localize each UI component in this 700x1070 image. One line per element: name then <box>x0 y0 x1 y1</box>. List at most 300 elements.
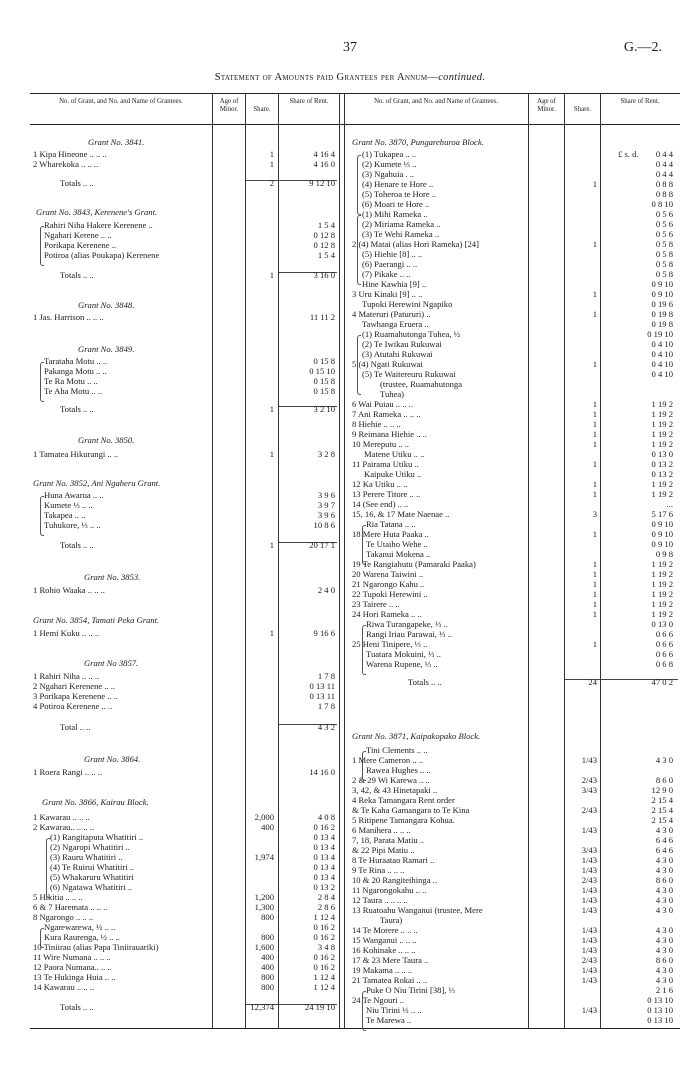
share-value: 1/43 <box>581 865 597 875</box>
grantee-row: Tuhukore, ⅓ .. .. <box>44 520 101 530</box>
grantee-row: 2 Ngahari Kerenene .. .. <box>33 681 116 691</box>
grant-heading: Grant No. 3854, Tamati Peka Grant. <box>33 615 160 625</box>
rent-value: 0 13 4 <box>313 852 335 862</box>
rent-value: 0 16 2 <box>313 922 335 932</box>
document-ref: G.—2. <box>623 40 662 55</box>
grant-heading: Grant No. 3870, Pungarehuroa Block. <box>352 137 484 147</box>
rent-value: 4 0 8 <box>317 812 335 822</box>
grantee-row: 10 Mereputu .. .. <box>352 439 410 449</box>
rent-value: 4 3 2 <box>317 722 335 732</box>
share-value: 1,600 <box>254 942 274 952</box>
grantee-row: Te Aha Motu .. .. <box>44 386 103 396</box>
grantee-row: Te Utaiho Wehe .. <box>366 539 428 549</box>
grantee-row: Tawhanga Eruera .. <box>362 319 429 329</box>
grantee-row: Pakanga Motu .. .. <box>44 366 107 376</box>
grantee-row: Tarataha Motu .. .. <box>44 356 108 366</box>
grantee-row: 10 Tiniirau (alias Papa Tiniirauariki) <box>33 942 159 952</box>
rent-value: 3 9 7 <box>317 500 335 510</box>
grantee-row: 7 Ani Rameka .. .. .. <box>352 409 421 419</box>
grantee-row: (5) Whakaruru Whatitiri <box>50 872 134 882</box>
rent-value: 4 3 0 <box>655 965 673 975</box>
share-value: 1/43 <box>581 935 597 945</box>
rent-value: 10 8 6 <box>313 520 335 530</box>
share-value: 1 <box>592 439 597 449</box>
grantee-row: 13 Perere Titore .. .. <box>352 489 421 499</box>
grantee-row: 18 Mere Huta Paaka .. <box>352 529 429 539</box>
grantee-row: 24 Te Ngouri .. <box>352 995 404 1005</box>
grantee-row: (1) Ruamahutonga Tuhea, ½ <box>362 329 461 339</box>
rent-value: ... <box>666 499 673 509</box>
grantee-row: 1 Rahiri Niha .. .. .. <box>33 671 100 681</box>
grantee-row: Ngarewarewa, ½ .. .. <box>44 922 116 932</box>
rent-value: 0 13 4 <box>313 842 335 852</box>
grantee-row: 15, 16, & 17 Mate Naenae .. <box>352 509 450 519</box>
share-value: 400 <box>261 962 274 972</box>
grantee-row: 5 (4) Ngati Rukuwai <box>352 359 423 369</box>
rent-value: 4 3 0 <box>655 905 673 915</box>
share-value: 1/43 <box>581 965 597 975</box>
rent-value: 1 19 2 <box>651 609 673 619</box>
rent-value: 1 19 2 <box>651 419 673 429</box>
grantee-row: Totals .. .. <box>60 404 94 414</box>
share-value: 1 <box>269 449 274 459</box>
grantee-row: Warena Rupene, ⅓ .. <box>366 659 438 669</box>
rent-value: 14 16 0 <box>309 767 335 777</box>
rent-value: 47 0 2 <box>651 677 673 687</box>
grant-heading: Grant No. 3843, Kerenene's Grant. <box>36 207 158 217</box>
grant-heading: Grant No. 3866, Kairau Block. <box>42 797 149 807</box>
rent-value: 1 5 4 <box>317 250 335 260</box>
grantee-row: (2) Kumete ⅓ .. <box>362 159 417 169</box>
rent-value: 2 15 4 <box>651 815 673 825</box>
grantee-row: (1) Tukapea .. .. <box>362 149 417 159</box>
rent-value: 0 13 0 <box>651 449 673 459</box>
grantee-row: 1 Mere Cameron .. .. <box>352 755 424 765</box>
rent-value: 0 13 2 <box>651 469 673 479</box>
share-value: 1 <box>269 628 274 638</box>
share-value: 400 <box>261 952 274 962</box>
rent-value: 1 5 4 <box>317 220 335 230</box>
grantee-row: 3 Porikapa Kerenene .. .. <box>33 691 118 701</box>
rent-value: 0 13 4 <box>313 872 335 882</box>
header-rent-left: Share of Rent. <box>289 98 329 105</box>
grantee-row: 1 Tamatea Hikurangi .. .. <box>33 449 119 459</box>
share-value: 1/43 <box>581 905 597 915</box>
rent-value: 0 8 10 <box>651 199 673 209</box>
rent-value: 11 11 2 <box>309 312 335 322</box>
rent-value: 1 12 4 <box>313 982 335 992</box>
share-value: 1 <box>269 159 274 169</box>
col-divider <box>528 94 529 1028</box>
grantee-row: (3) Rauru Whatitiri .. <box>50 852 123 862</box>
rent-value: 12 9 0 <box>651 785 673 795</box>
grantee-row: 20 Warena Taiwini .. <box>352 569 424 579</box>
rent-value: 0 5 6 <box>655 229 673 239</box>
share-value: 1 <box>592 419 597 429</box>
share-value: 1 <box>592 579 597 589</box>
rent-value: 0 15 10 <box>309 366 335 376</box>
rent-value: 1 19 2 <box>651 409 673 419</box>
grantee-row: Rahiri Niha Hakere Kerenene .. <box>44 220 153 230</box>
grantee-row: (4) Henare te Hore .. <box>362 179 434 189</box>
share-value: 1/43 <box>581 975 597 985</box>
rent-value: 1 19 2 <box>651 569 673 579</box>
table-bottom-rule <box>30 1028 680 1029</box>
rent-value: 1 19 2 <box>651 579 673 589</box>
grantee-row: 5 Hikitia .. .. .. <box>33 892 83 902</box>
share-value: 400 <box>261 822 274 832</box>
rent-value: 8 6 0 <box>655 955 673 965</box>
rent-value: 0 5 8 <box>655 239 673 249</box>
share-value: 1 <box>592 239 597 249</box>
grantee-row: 4 Reka Tamangara Rent order <box>352 795 455 805</box>
grantee-row: 10 & 20 Rangiteihinga .. <box>352 875 437 885</box>
header-grant-left: No. of Grant, and No. and Name of Grantees. <box>59 98 183 105</box>
share-value: 2/43 <box>581 805 597 815</box>
grantee-row: 14 (See end) .. .. <box>352 499 409 509</box>
rent-value: 4 3 0 <box>655 865 673 875</box>
grantee-row: (6) Moari te Hore .. <box>362 199 430 209</box>
grantee-row: Takapea .. .. <box>44 510 86 520</box>
header-grant-right: No. of Grant, and No. and Name of Grantees. <box>374 98 498 105</box>
grantee-row: 23 Tairere .. .. <box>352 599 400 609</box>
rent-value: 0 6 8 <box>655 659 673 669</box>
share-value: 1 <box>592 609 597 619</box>
col-divider <box>212 94 213 1028</box>
share-value: 1 <box>592 639 597 649</box>
rent-value: 0 13 2 <box>651 459 673 469</box>
grantee-row: Potiroa (alias Poukapa) Kerenene <box>44 250 160 260</box>
rent-value: 0 4 4 <box>655 159 673 169</box>
grantee-row: 1 Jas. Harrison .. .. .. <box>33 312 104 322</box>
grantee-row: 9 Te Rina .. .. .. <box>352 865 405 875</box>
share-value: 1 <box>269 270 274 280</box>
rent-value: 0 13 10 <box>647 1015 673 1025</box>
grantee-row: 2 Kawarau.. .. .. .. <box>33 822 95 832</box>
grantee-row: (2) Miriama Rameka .. <box>362 219 441 229</box>
rent-value: 0 13 10 <box>647 1005 673 1015</box>
rent-value: 9 16 6 <box>313 628 335 638</box>
rent-value: 0 13 10 <box>647 995 673 1005</box>
title-continued: continued. <box>438 72 486 83</box>
grantee-row: Kura Raurenga, ½ .. .. <box>44 932 120 942</box>
rent-value: 0 15 8 <box>313 356 335 366</box>
grantee-row: (1) Rangitaputa Whatitiri .. <box>50 832 144 842</box>
rent-value: 4 16 4 <box>313 149 335 159</box>
grantee-row: Totals .. .. <box>60 1002 94 1012</box>
grantee-row: & Te Kaha Gamangara to Te Kina <box>352 805 470 815</box>
grantee-row: Taura) <box>380 915 403 925</box>
col-divider <box>245 94 246 1028</box>
grantee-row: (5) Toheroa te Hore .. <box>362 189 437 199</box>
rent-value: 4 3 0 <box>655 935 673 945</box>
share-value: 800 <box>261 932 274 942</box>
rent-value: 0 4 4 <box>655 169 673 179</box>
rent-value: 3 9 6 <box>317 490 335 500</box>
rent-value: 24 19 10 <box>304 1002 335 1012</box>
share-value: 3/43 <box>581 845 597 855</box>
grantee-row: (6) Ngatawa Whatitiri .. <box>50 882 133 892</box>
grantee-row: 6 Manihera .. .. .. <box>352 825 411 835</box>
rent-value: 0 5 6 <box>655 209 673 219</box>
grantee-row: Tuhea) <box>380 389 405 399</box>
grantee-row: 12 Taura .. .. .. .. <box>352 895 408 905</box>
rent-value: 1 12 4 <box>313 912 335 922</box>
grantee-row: Tini Clements .. .. <box>366 745 428 755</box>
share-value: 2/43 <box>581 775 597 785</box>
share-value: 3 <box>592 509 597 519</box>
grantee-row: 1 Roera Rangi .. .. .. <box>33 767 102 777</box>
rent-value: 4 3 0 <box>655 945 673 955</box>
rent-value: 2 15 4 <box>651 805 673 815</box>
rent-value: 0 9 10 <box>651 539 673 549</box>
rent-value: 1 19 2 <box>651 399 673 409</box>
rent-value: 0 12 8 <box>313 230 335 240</box>
rent-value: 1 19 2 <box>651 439 673 449</box>
share-value: 1/43 <box>581 895 597 905</box>
share-value: 1 <box>592 459 597 469</box>
grantee-row: Niu Tirini ⅓ .. .. <box>366 1005 422 1015</box>
grantee-row: 21 Tamatea Rokai .. .. <box>352 975 428 985</box>
grantee-row: (3) Atutahi Rukuwai <box>362 349 433 359</box>
grantee-row: 14 Te Morere .. .. .. <box>352 925 418 935</box>
header-share-left: Share. <box>253 106 271 113</box>
share-value: 1/43 <box>581 825 597 835</box>
share-value: 1 <box>592 409 597 419</box>
share-value: 1 <box>269 540 274 550</box>
grantee-row: Totals .. .. <box>408 677 442 687</box>
rent-value: 4 3 0 <box>655 885 673 895</box>
share-value: 1 <box>592 559 597 569</box>
grantee-row: Rangi Iriau Parawai, ⅓ .. <box>366 629 452 639</box>
grantee-row: (7) Pikake .. .. <box>362 269 411 279</box>
rent-value: 2 8 4 <box>317 892 335 902</box>
share-value: 800 <box>261 982 274 992</box>
grantee-row: 2 (4) Matai (alias Hori Rameka) [24] <box>352 239 479 249</box>
rent-value: 3 9 6 <box>317 510 335 520</box>
rent-value: 0 19 10 <box>647 329 673 339</box>
rent-value: 9 12 10 <box>309 178 335 188</box>
share-value: 1 <box>592 289 597 299</box>
grantee-row: (4) Te Ruirui Whatitiri .. <box>50 862 135 872</box>
share-value: 1 <box>592 489 597 499</box>
rent-value: 3 16 0 <box>313 270 335 280</box>
rent-value: 0 4 10 <box>651 339 673 349</box>
grantee-row: Ngahari Kerene .. .. <box>44 230 112 240</box>
grantee-row: 2 & 29 Wi Karewa .. .. <box>352 775 430 785</box>
rent-value: 0 4 10 <box>651 369 673 379</box>
grantee-row: 3 Uru Kinaki [9] .. .. <box>352 289 423 299</box>
grantee-row: Tuatara Mokuini, ⅓ .. <box>366 649 441 659</box>
grantee-row: (2) Te Iwikau Rukuwai <box>362 339 442 349</box>
grantee-row: Te Marewa .. <box>366 1015 412 1025</box>
grantee-row: 6 & 7 Haremata .. .. .. <box>33 902 108 912</box>
grantee-row: (2) Ngaropi Whatitiri .. <box>50 842 130 852</box>
grantee-row: 16 Kohinake .. .. .. <box>352 945 416 955</box>
share-value: 1 <box>269 404 274 414</box>
rent-value: 0 12 8 <box>313 240 335 250</box>
share-value: 1/43 <box>581 885 597 895</box>
share-value: 2/43 <box>581 955 597 965</box>
share-value: 2 <box>269 178 274 188</box>
rent-value: 0 4 4 <box>655 149 673 159</box>
share-value: 1/43 <box>581 1005 597 1015</box>
grantee-row: (5) Te Waitereuru Rukuwai <box>362 369 456 379</box>
share-value: 1/43 <box>581 925 597 935</box>
rent-value: 4 3 0 <box>655 975 673 985</box>
share-value: 1 <box>592 429 597 439</box>
rent-value: 0 13 4 <box>313 862 335 872</box>
grantee-row: 7, 18, Parata Matiu .. <box>352 835 425 845</box>
rent-value: 0 9 10 <box>651 279 673 289</box>
rent-value: 0 19 8 <box>651 309 673 319</box>
grantee-row: 13 Te Hukinga Huia .. .. <box>33 972 116 982</box>
grantee-row: 19 Te Rangiahutu (Pamaraki Paaka) <box>352 559 476 569</box>
grantee-row: & 22 Pipi Matiu .. <box>352 845 415 855</box>
grant-heading: Grant No. 3852, Ani Ngaheru Grant. <box>33 478 161 488</box>
grant-heading: Grant No. 3841. <box>88 137 145 147</box>
share-value: 1 <box>592 569 597 579</box>
grant-heading: Grant No. 3849. <box>78 344 135 354</box>
rent-value: 1 19 2 <box>651 489 673 499</box>
header-age-right: Age of Minor. <box>537 98 556 113</box>
grantee-row: 4 Materuri (Patururi) .. <box>352 309 431 319</box>
rent-value: 6 4 6 <box>655 845 673 855</box>
grantee-row: 19 Makama .. .. .. <box>352 965 413 975</box>
rent-value: 20 17 1 <box>309 540 335 550</box>
share-value: 1 <box>592 309 597 319</box>
grantee-row: Takanui Mokena .. <box>366 549 431 559</box>
center-double-divider <box>339 94 345 1028</box>
rent-value: 4 3 0 <box>655 755 673 765</box>
grantee-row: 9 Reimana Hiehie .. .. <box>352 429 427 439</box>
share-value: 2,000 <box>254 812 274 822</box>
grantee-row: Totals .. .. <box>60 540 94 550</box>
grantee-row: 6 Wai Puiau .. .. .. <box>352 399 413 409</box>
grant-heading: Grant No. 3848. <box>78 300 135 310</box>
rent-value: 1 19 2 <box>651 589 673 599</box>
currency-units: £ s. d. <box>618 149 639 159</box>
rent-value: 4 16 0 <box>313 159 335 169</box>
grantee-row: 13 Ruatoahu Wanganui (trustee, Mere <box>352 905 483 915</box>
rent-value: 0 5 8 <box>655 249 673 259</box>
share-value: 2/43 <box>581 875 597 885</box>
rent-value: 8 6 0 <box>655 875 673 885</box>
grantee-row: (6) Paerangi .. .. <box>362 259 418 269</box>
grantee-row: 1 Kipa Hineone .. .. .. <box>33 149 107 159</box>
share-value: 1,200 <box>254 892 274 902</box>
grantee-row: Totals .. .. <box>60 178 94 188</box>
grantee-row: (3) Ngahuia . .. <box>362 169 415 179</box>
rent-value: 0 8 8 <box>655 179 673 189</box>
rent-value: 0 4 10 <box>651 359 673 369</box>
grantee-row: Ria Tatana .. .. <box>366 519 416 529</box>
rent-value: 0 16 2 <box>313 962 335 972</box>
grantee-row: Puke O Niu Tirini [38], ⅓ <box>366 985 456 995</box>
rent-value: 0 9 10 <box>651 529 673 539</box>
rent-value: 0 13 11 <box>309 681 335 691</box>
share-value: 12,374 <box>250 1002 274 1012</box>
page-number: 37 <box>343 40 357 55</box>
rent-value: 2 8 6 <box>317 902 335 912</box>
grantee-row: 24 Hori Rameka .. .. <box>352 609 422 619</box>
grantee-row: Totals .. .. <box>60 270 94 280</box>
grantee-row: 12 Ka Utiku .. .. <box>352 479 408 489</box>
grantee-row: (trustee, Ruamahutonga <box>380 379 463 389</box>
rent-value: 1 19 2 <box>651 479 673 489</box>
share-value: 1 <box>592 479 597 489</box>
share-value: 1,974 <box>254 852 274 862</box>
grantee-row: 1 Kawarau .. .. .. <box>33 812 90 822</box>
grantee-row: Kumete ⅓ .. .. <box>44 500 93 510</box>
grantee-row: 11 Ngarongokahu .. .. <box>352 885 427 895</box>
rent-value: 0 15 8 <box>313 386 335 396</box>
grant-heading: Grant No. 3853. <box>84 572 141 582</box>
rent-value: 0 16 2 <box>313 952 335 962</box>
rent-value: 1 12 4 <box>313 972 335 982</box>
rent-value: 0 19 8 <box>651 319 673 329</box>
share-value: 1 <box>592 589 597 599</box>
grantee-row: 1 Rohio Waaka .. .. .. <box>33 585 105 595</box>
header-share-right: Share. <box>573 106 592 113</box>
rent-value: 8 6 0 <box>655 775 673 785</box>
share-value: 24 <box>588 677 597 687</box>
rent-value: 5 17 6 <box>651 509 673 519</box>
grant-heading: Grant No 3857. <box>84 658 139 668</box>
share-value: 1/43 <box>581 855 597 865</box>
rent-value: 1 19 2 <box>651 559 673 569</box>
grantee-row: Total .. .. <box>60 722 91 732</box>
rent-value: 4 3 0 <box>655 925 673 935</box>
rent-value: 0 6 6 <box>655 639 673 649</box>
grant-heading: Grant No. 3864. <box>84 754 141 764</box>
rent-value: 0 4 10 <box>651 349 673 359</box>
share-value: 1 <box>592 359 597 369</box>
rent-value: 0 5 6 <box>655 219 673 229</box>
rent-value: 2 1 6 <box>655 985 673 995</box>
share-value: 1 <box>269 149 274 159</box>
grantee-row: 17 & 23 Mere Taura .. <box>352 955 429 965</box>
table-top-rule <box>30 93 680 94</box>
grantee-row: Tupoki Herewini Ngapiko <box>362 299 453 309</box>
rent-value: 0 16 2 <box>313 932 335 942</box>
grantee-row: 21 Ngarongo Kahu .. <box>352 579 425 589</box>
grant-heading: Grant No. 3871, Kaipakopako Block. <box>352 731 481 741</box>
grantee-row: 25 Heni Tinipere, ⅓ .. <box>352 639 428 649</box>
share-value: 800 <box>261 972 274 982</box>
rent-value: 3 4 8 <box>317 942 335 952</box>
rent-value: 0 5 8 <box>655 259 673 269</box>
grantee-row: 2 Wharekoka .. .. .. <box>33 159 99 169</box>
rent-value: 0 13 11 <box>309 691 335 701</box>
share-value: 1 <box>592 599 597 609</box>
grantee-row: Huna Awarua .. .. <box>44 490 104 500</box>
header-bottom-rule <box>30 124 680 125</box>
share-value: 1/43 <box>581 755 597 765</box>
grant-heading: Grant No. 3850. <box>78 435 135 445</box>
header-rent-right: Share of Rent. <box>620 98 660 105</box>
rent-value: 0 13 0 <box>651 619 673 629</box>
grantee-row: Riwa Turangapeke, ⅓ .. <box>366 619 448 629</box>
rent-value: 0 19 6 <box>651 299 673 309</box>
grantee-row: Rawea Hughes .. .. <box>366 765 431 775</box>
rent-value: 0 5 8 <box>655 269 673 279</box>
share-value: 1/43 <box>581 945 597 955</box>
grantee-row: Matene Utiku .. .. <box>364 449 425 459</box>
share-value: 1 <box>592 399 597 409</box>
rent-value: 0 16 2 <box>313 822 335 832</box>
grantee-row: 8 Te Huraatao Ramari .. <box>352 855 435 865</box>
